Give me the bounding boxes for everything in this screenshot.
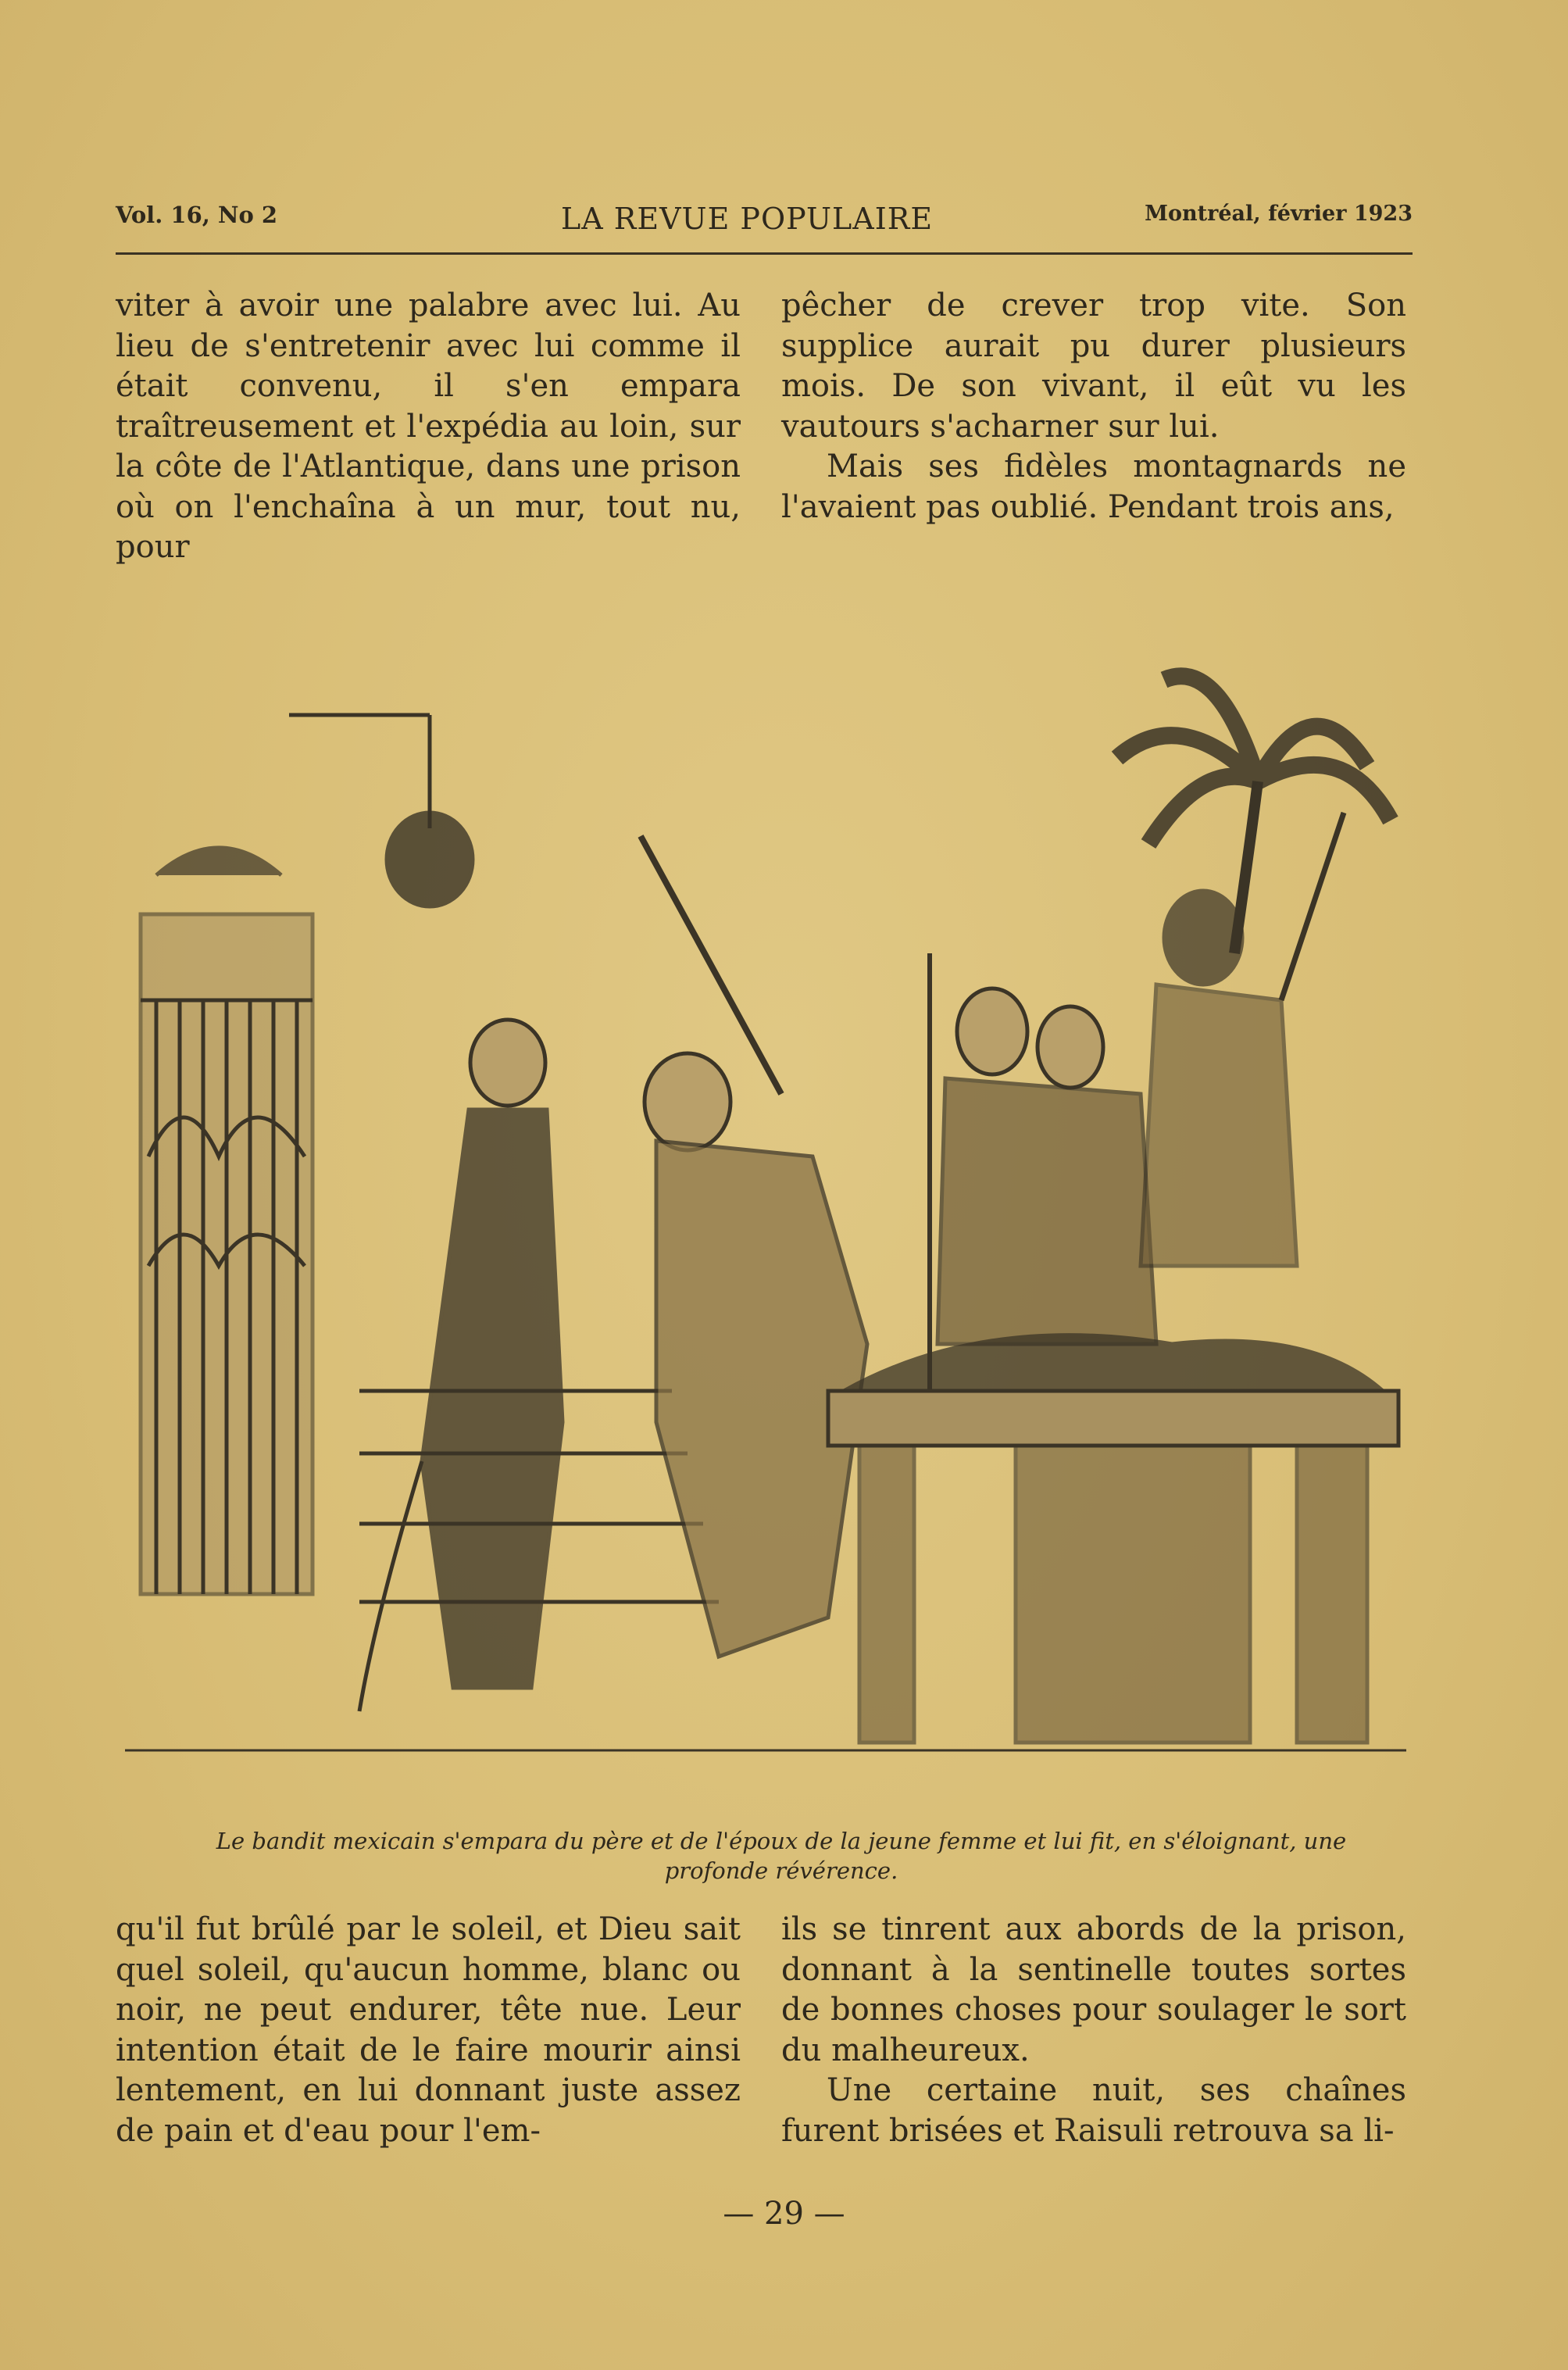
bandit-figure [641,836,867,1657]
column-bottom-right [781,1910,1406,2151]
header-title: LA REVUE POPULAIRE [561,202,934,236]
header-rule [116,252,1413,255]
header-volume: Vol. 16, No 2 [116,202,278,228]
paragraph: pêcher de crever trop vite. Son supplice aurait pu durer plusieurs mois. De son vivant, il eût vu les vautours s'acharner sur lui. [781,288,1406,445]
stone-bench [828,1335,1398,1743]
paragraph: qu'il fut brûlé par le soleil, et Dieu sait quel soleil, qu'aucun homme, blanc ou noir, ne peut endurer, tête nue. Leur intention était de le faire mourir ainsi lentement, en lui donnant juste assez de pain et d'eau pour l'em- [116,1911,741,2149]
paragraph: viter à avoir une palabre avec lui. Au lieu de s'entretenir avec lui comme il était convenu, il s'en empara traîtreusement et l'expédia au loin, sur la côte de l'Atlantique, dans une prison où on l'enchaîna à un mur, tout nu, pour [116,288,741,565]
paragraph: Une certaine nuit, ses chaînes furent brisées et Raisuli retrouva sa li- [781,2072,1406,2149]
illustration-engraving [125,563,1406,1805]
paragraph: Mais ses fidèles montagnards ne l'avaient pas oublié. Pendant trois ans, [781,449,1406,525]
fan-ornament [156,848,281,875]
illustration-caption: Le bandit mexicain s'empara du père et de l'époux de la jeune femme et lui fit, en s'éloignant, une profonde révérence. [216,1828,1347,1884]
column-top-left [116,286,741,568]
column-top-right [781,286,1406,527]
page-number: — 29 — [723,2196,845,2232]
men-group [930,813,1344,1422]
palm-tree [1117,676,1391,953]
paragraph: ils se tinrent aux abords de la prison, donnant à la sentinelle toutes sortes de bonnes choses pour soulager le sort du malheureux. [781,1911,1406,2068]
woman-figure [359,1020,563,1711]
column-bottom-left [116,1910,741,2151]
hanging-lantern [289,715,473,906]
header-date: Montréal, février 1923 [1145,202,1413,226]
running-header [116,202,1413,239]
